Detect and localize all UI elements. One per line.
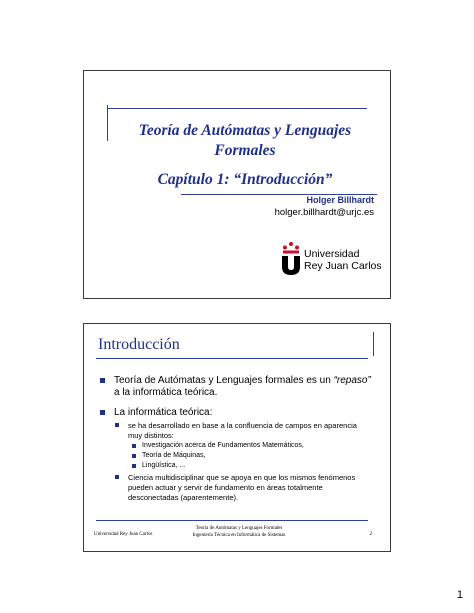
footer-program: Ingeniería Técnica en Informática de Sistemas [192, 533, 286, 538]
footer-line [96, 520, 368, 521]
sub-sub-bullet-text: Investigación acerca de Fundamentos Matemáticos, [142, 442, 304, 449]
sub-bullet-item [98, 421, 372, 441]
bullet-emphasis: “repaso” [333, 375, 371, 386]
sub-sub-bullet-item [98, 461, 372, 471]
sub-bullet-text: Ciencia multidisciplinar que se apoya en que los mismos fenómenos pueden actuar y servir de fundamento en áreas totalmente desconectadas (aparentemente). [128, 473, 356, 502]
sub-sub-bullet-text: Teoría de Máquinas, [142, 452, 206, 459]
hollow-square-bullet-icon [115, 475, 119, 479]
footer-center-text [184, 525, 294, 539]
course-title: Teoría de Autómatas y Lenguajes Formales [138, 122, 352, 159]
sub-sub-bullet-item [98, 441, 372, 451]
bullet-text: Teoría de Autómatas y Lenguajes formales es un [114, 375, 334, 386]
square-bullet-icon [100, 378, 105, 383]
page-number: 1 [456, 589, 463, 601]
bullet-item [98, 375, 372, 399]
slide-title: Introducción [98, 336, 180, 353]
university-name-line1: Universidad [304, 248, 360, 260]
slide-body [98, 375, 372, 503]
square-bullet-icon [132, 464, 136, 468]
bullet-text: La informática teórica: [114, 407, 213, 418]
slide-1 [83, 70, 391, 299]
sub-sub-bullet-text: Lingüística, ... [142, 462, 186, 469]
bullet-item [98, 407, 372, 503]
footer-course: Teoría de Autómatas y Lenguajes Formales [195, 526, 283, 531]
square-bullet-icon [132, 454, 136, 458]
chapter-title: Capítulo 1: “Introducción” [157, 171, 333, 188]
university-name-line2: Rey Juan Carlos [304, 260, 382, 272]
slide-2 [83, 323, 391, 552]
decorative-vertical-line [373, 332, 374, 356]
bullet-text: a la informática teórica. [114, 387, 218, 398]
sub-bullet-item [98, 473, 372, 503]
university-crown-u-logo-icon [280, 241, 302, 275]
decorative-horizontal-line [107, 108, 367, 109]
footer-left-text: Universidad Rey Juan Carlos [94, 532, 153, 537]
slide-page-number: 2 [369, 532, 372, 537]
sub-sub-bullet-item [98, 451, 372, 461]
author-email: holger.billhardt@urjc.es [274, 207, 374, 218]
sub-bullet-text: se ha desarrollado en base a la confluencia de campos en aparencia muy distintos: [128, 421, 357, 440]
university-name [304, 248, 382, 272]
university-logo [280, 241, 384, 275]
decorative-horizontal-line [96, 358, 368, 359]
decorative-vertical-line [107, 105, 108, 141]
author-name: Holger Billhardt [306, 195, 374, 205]
square-bullet-icon [132, 444, 136, 448]
square-bullet-icon [100, 410, 105, 415]
hollow-square-bullet-icon [115, 423, 119, 427]
